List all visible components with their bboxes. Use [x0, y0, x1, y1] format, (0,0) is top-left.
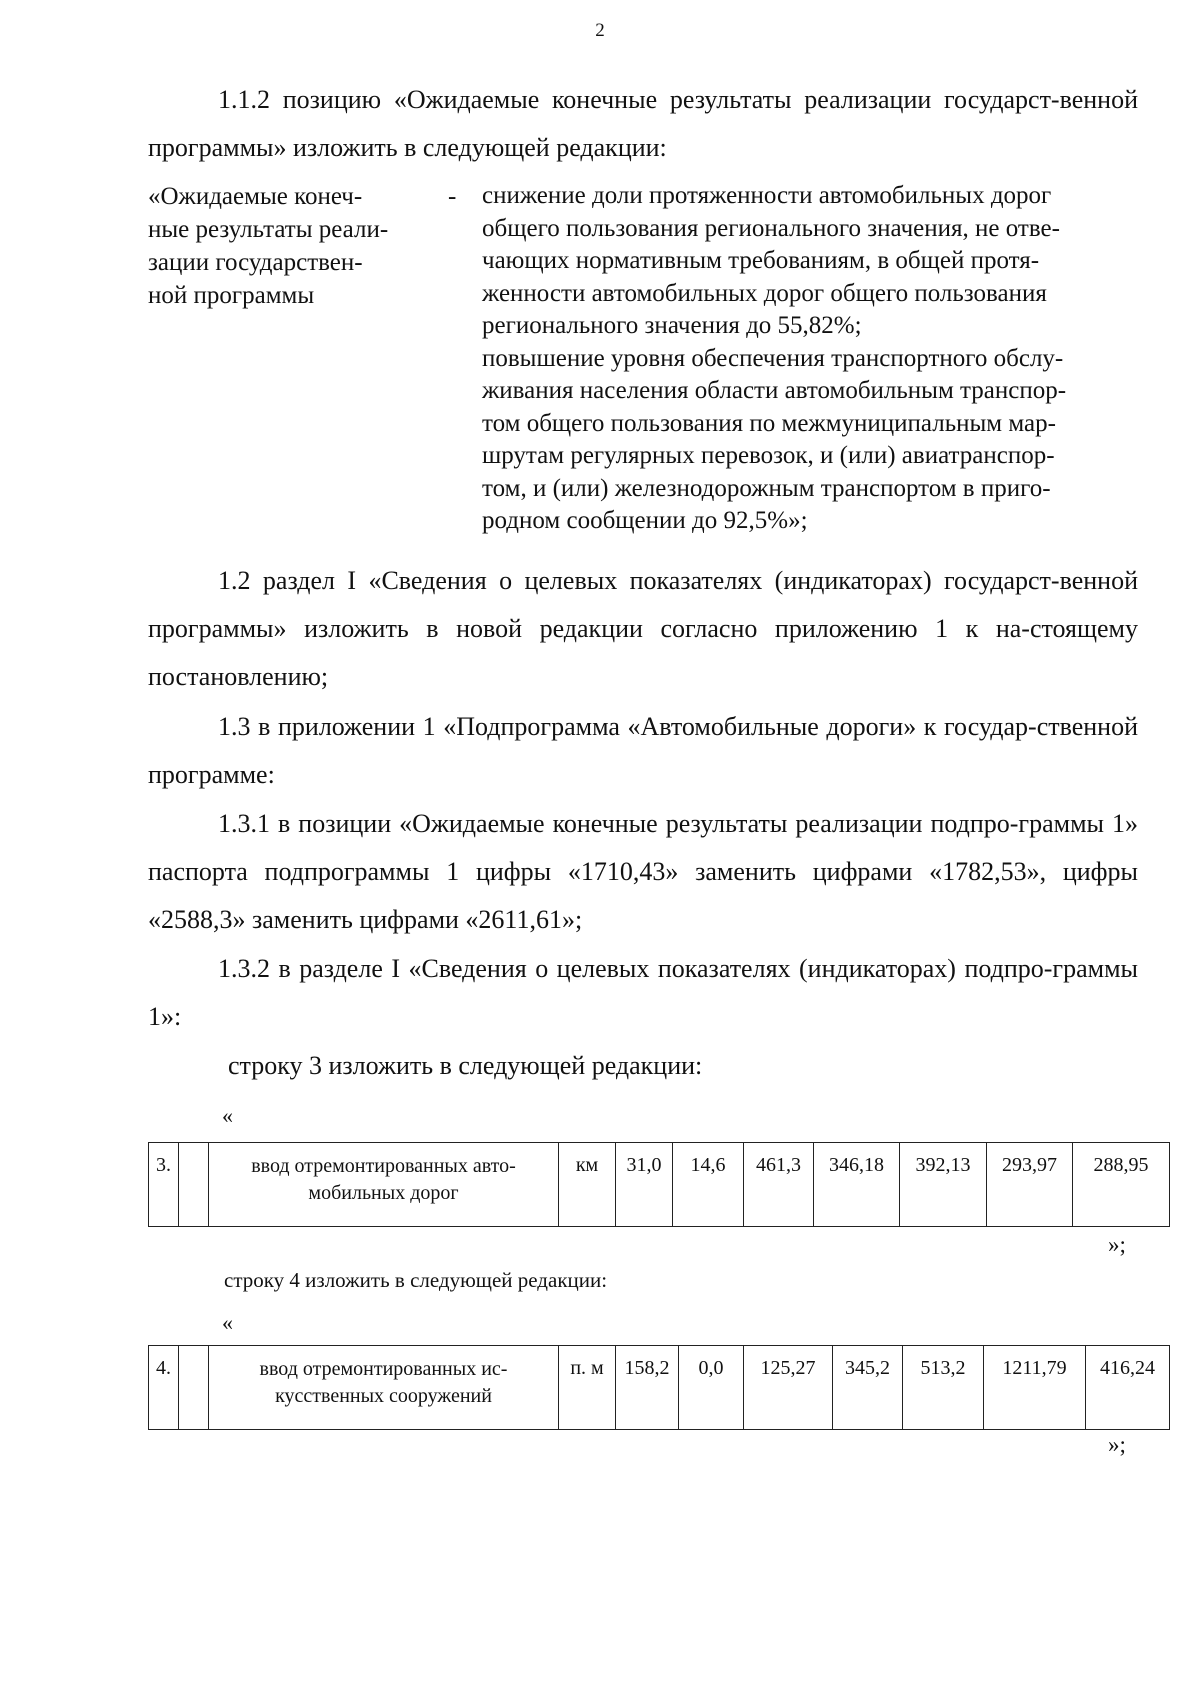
table-row: [149, 1143, 1170, 1227]
row4-value: 125,27: [744, 1346, 833, 1430]
passport-value-line: родном сообщении до 92,5%»;: [482, 507, 808, 534]
row4-number: 4.: [149, 1346, 179, 1430]
row4-intro: строку 4 изложить в следующей редакции:: [224, 1268, 608, 1292]
passport-label-line: ной программы: [148, 282, 315, 309]
table-row: [149, 1346, 1170, 1430]
row4-value: 0,0: [679, 1346, 744, 1430]
passport-dash: -: [448, 183, 457, 210]
paragraph-1-3: [148, 703, 1138, 799]
row3-open-quote: «: [222, 1103, 233, 1128]
paragraph-1-3-1-text: 1.3.1 в позиции «Ожидаемые конечные результаты реализации подпро-граммы 1» паспорта подпрограммы 1 цифры «1710,43» заменить цифрами «1782,53», цифры «2588,3» заменить цифрами «2611,61»;: [148, 809, 1138, 934]
paragraph-1-1-2: [148, 76, 1138, 172]
row4-open-quote: «: [222, 1310, 233, 1335]
paragraph-1-2-text: 1.2 раздел I «Сведения о целевых показателях (индикаторах) государст-венной программы» изложить в новой редакции согласно приложению 1 к на-стоящему постановлению;: [148, 566, 1138, 691]
passport-label: [148, 180, 438, 312]
passport-value-line: шрутам регулярных перевозок, и (или) авиатранспор-: [482, 442, 1055, 469]
row4-value: 158,2: [616, 1346, 679, 1430]
row3-value: 461,3: [744, 1143, 814, 1227]
passport-value-line: регионального значения до 55,82%;: [482, 312, 862, 339]
row3-value: 31,0: [616, 1143, 673, 1227]
row4-name: ввод отремонтированных ис-кусственных сооружений: [209, 1346, 559, 1430]
row3-value: 293,97: [987, 1143, 1073, 1227]
row3-value: 14,6: [673, 1143, 744, 1227]
passport-label-line: ные результаты реали-: [148, 216, 389, 243]
row4-empty-cell: [179, 1346, 209, 1430]
passport-value-line: повышение уровня обеспечения транспортного обслу-: [482, 344, 1064, 372]
row4-value: 513,2: [903, 1346, 984, 1430]
row4-value: 1211,79: [984, 1346, 1086, 1430]
paragraph-1-1-2-text: 1.1.2 позицию «Ожидаемые конечные результаты реализации государст-венной программы» изложить в следующей редакции:: [148, 85, 1138, 162]
row3-unit: км: [559, 1143, 616, 1227]
row4-value: 416,24: [1086, 1346, 1170, 1430]
row3-value: 392,13: [900, 1143, 987, 1227]
paragraph-1-3-1: [148, 800, 1138, 944]
row4-table: [148, 1345, 1170, 1430]
paragraph-1-3-2: [148, 945, 1138, 1041]
passport-label-line: зации государствен-: [148, 249, 363, 276]
passport-value-line: чающих нормативным требованиям, в общей протя-: [482, 247, 1040, 274]
row3-value: 288,95: [1073, 1143, 1170, 1227]
row3-name: ввод отремонтированных авто-мобильных дорог: [209, 1143, 559, 1227]
passport-value-line: общего пользования регионального значения, не отве-: [482, 214, 1060, 242]
row3-table: [148, 1142, 1170, 1227]
row3-empty-cell: [179, 1143, 209, 1227]
passport-value-line: живания населения области автомобильным транспор-: [482, 377, 1067, 404]
row3-close-quote: »;: [1108, 1232, 1126, 1257]
passport-value: [482, 180, 1158, 538]
passport-value-line: том, и (или) железнодорожным транспортом в приго-: [482, 474, 1051, 502]
passport-value-line: женности автомобильных дорог общего пользования: [482, 279, 1047, 307]
passport-value-line: том общего пользования по межмуниципальным мар-: [482, 409, 1056, 437]
passport-value-line: снижение доли протяженности автомобильных дорог: [482, 182, 1052, 209]
passport-label-line: «Ожидаемые конеч-: [148, 183, 363, 210]
row4-value: 345,2: [833, 1346, 903, 1430]
row4-close-quote: »;: [1108, 1432, 1126, 1457]
paragraph-1-3-text: 1.3 в приложении 1 «Подпрограмма «Автомобильные дороги» к государ-ственной программе:: [148, 712, 1138, 789]
paragraph-1-2: [148, 557, 1138, 701]
page-number: 2: [595, 20, 605, 41]
row3-value: 346,18: [814, 1143, 900, 1227]
row4-unit: п. м: [559, 1346, 616, 1430]
paragraph-1-3-2-text: 1.3.2 в разделе I «Сведения о целевых показателях (индикаторах) подпро-граммы 1»:: [148, 954, 1138, 1031]
row3-intro: строку 3 изложить в следующей редакции:: [228, 1051, 703, 1080]
row3-number: 3.: [149, 1143, 179, 1227]
